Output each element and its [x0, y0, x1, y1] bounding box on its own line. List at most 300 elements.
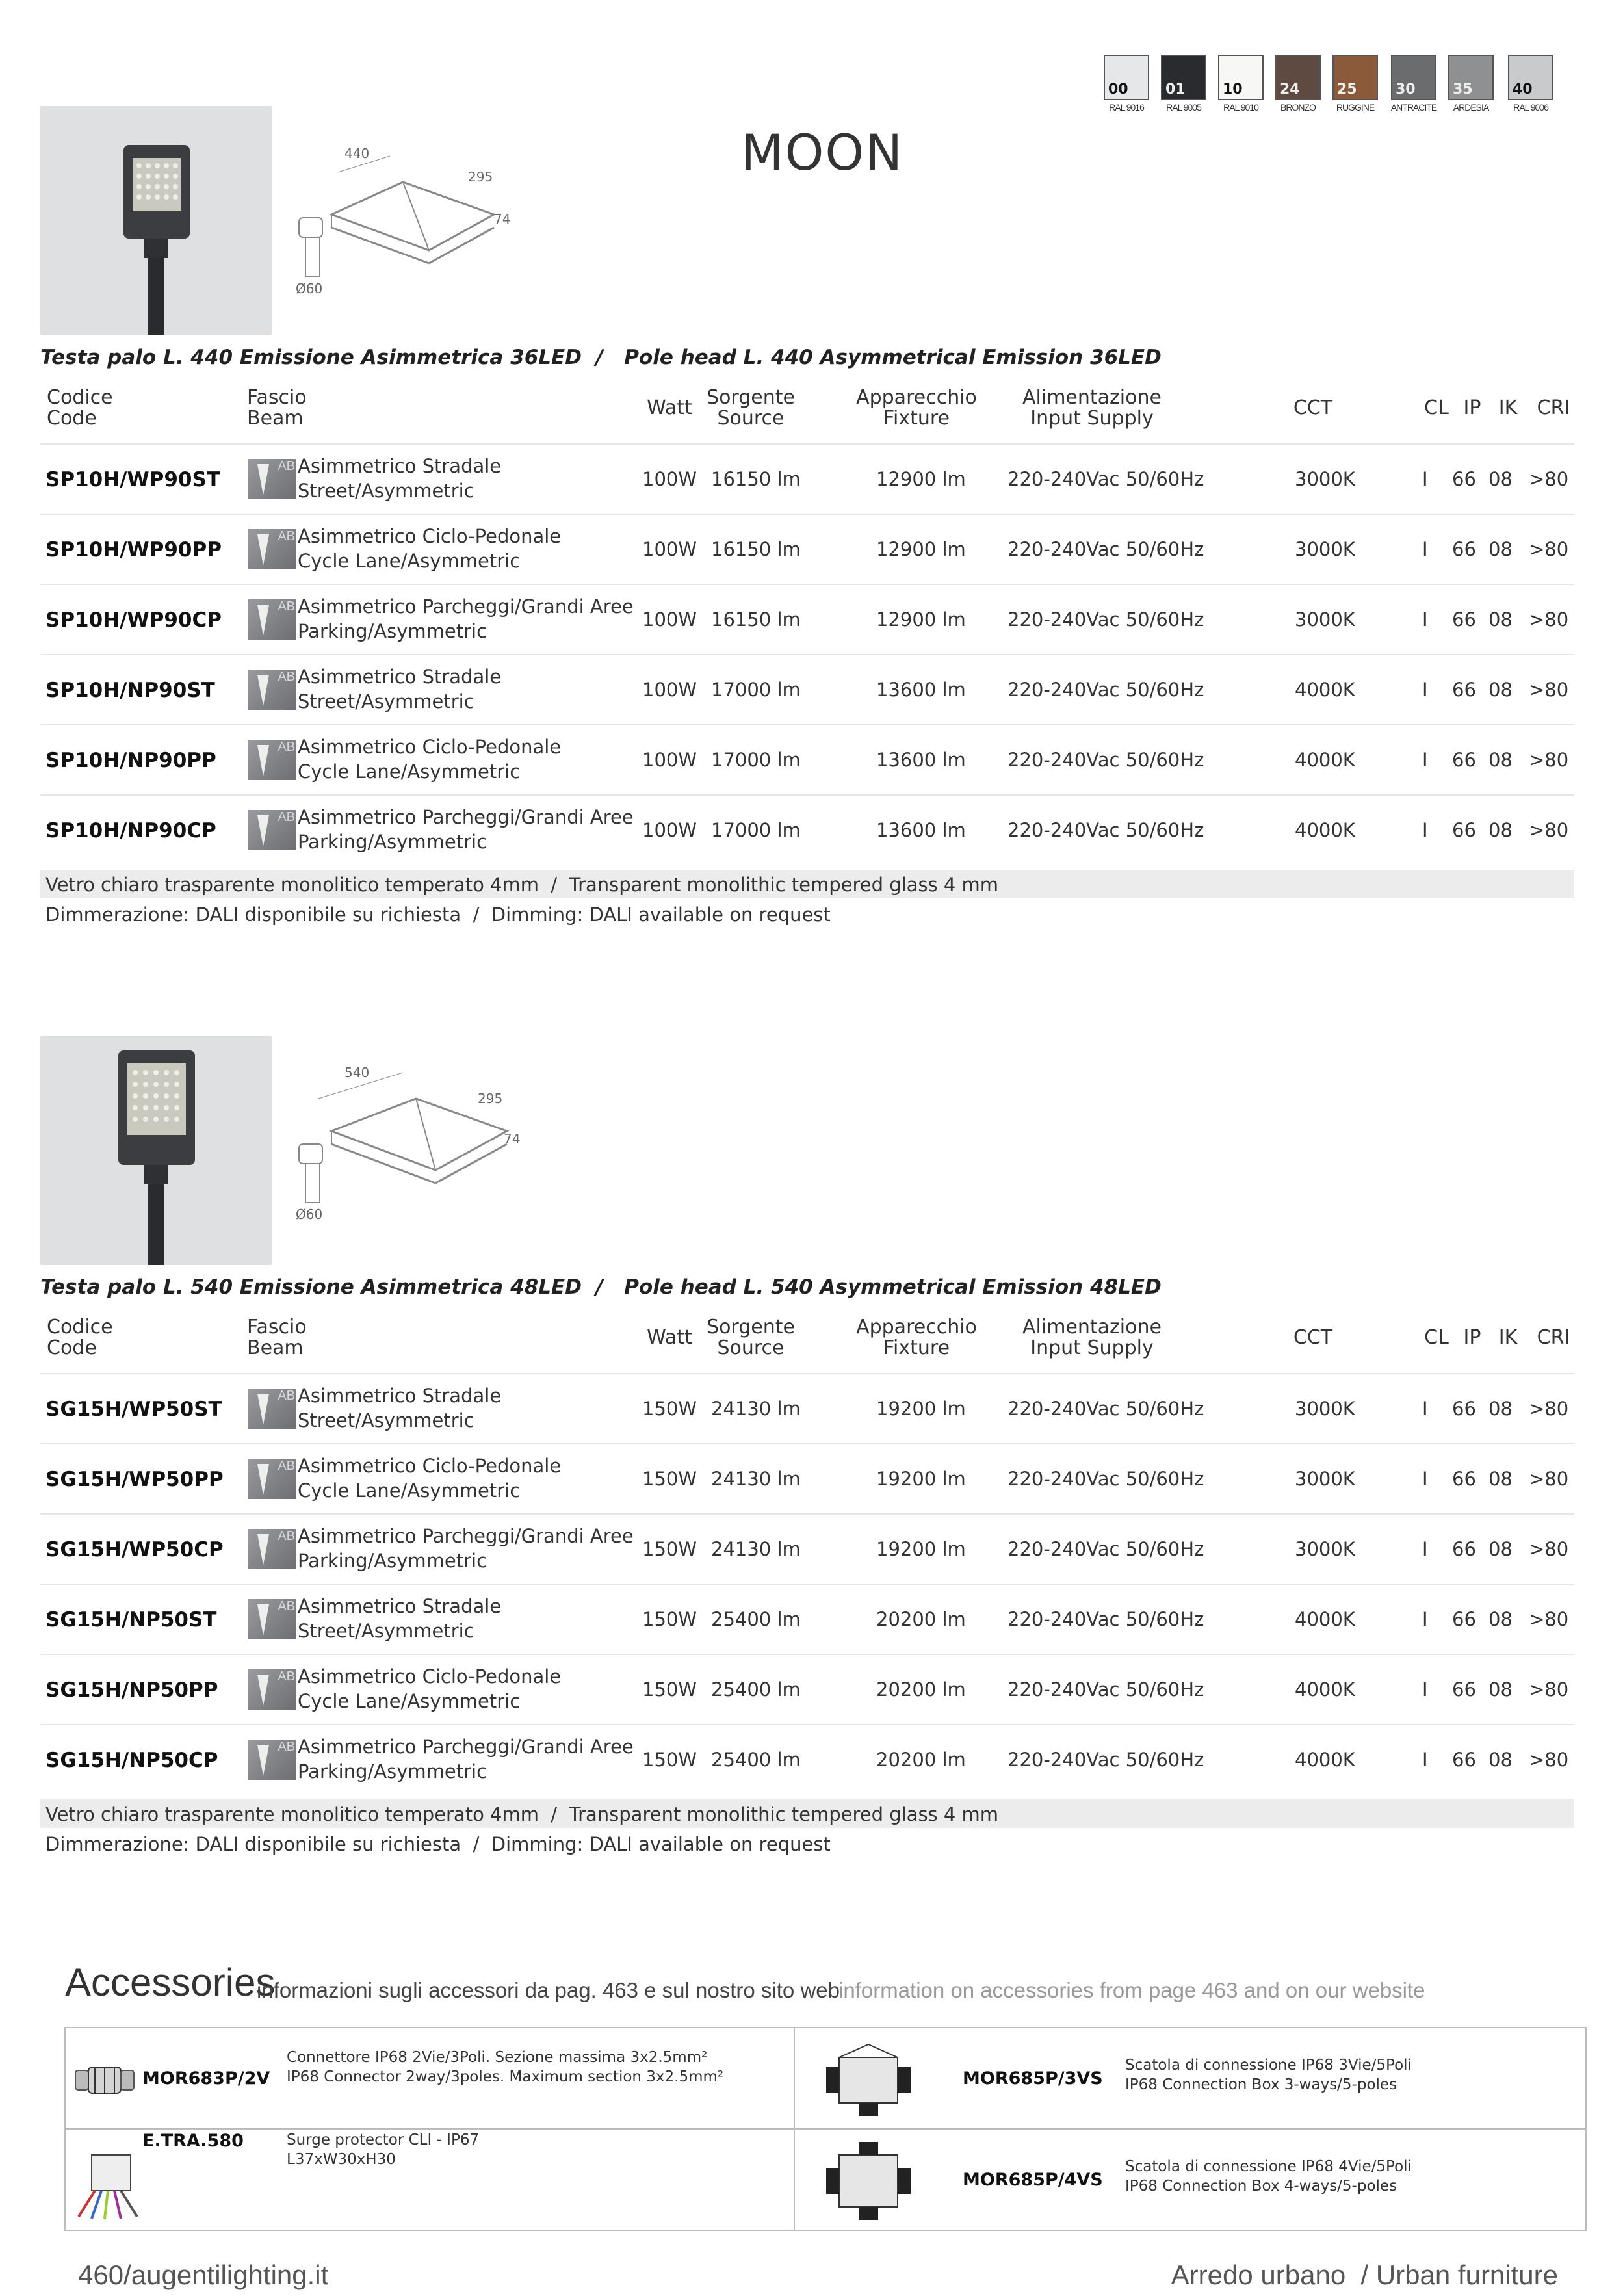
- beam-name-en: Cycle Lane/Asymmetric: [298, 1480, 521, 1502]
- column-header-watt: [634, 1327, 705, 1348]
- watt-value: 100W: [642, 679, 697, 701]
- page-title: MOON: [741, 124, 904, 181]
- header-label: Fascio: [247, 1316, 307, 1338]
- column-header-ip: [1456, 1327, 1488, 1348]
- dim-height: 74: [504, 1131, 521, 1147]
- column-header-code: [47, 387, 177, 429]
- cl-value: I: [1422, 749, 1428, 771]
- beam-shape-icon: [257, 675, 269, 706]
- table-row: [40, 1724, 1574, 1794]
- fixture-lumen: 19200 lm: [876, 1538, 966, 1560]
- header-label: IP: [1463, 1326, 1481, 1349]
- beam-icon: [248, 670, 296, 710]
- beam-shape-icon: [257, 1534, 269, 1565]
- input-supply: 220-240Vac 50/60Hz: [1007, 1749, 1204, 1771]
- column-header-beam: [247, 1317, 377, 1359]
- watt-value: 150W: [642, 1749, 697, 1771]
- dim-pole: Ø60: [296, 1207, 323, 1222]
- beam-icon-label: AB: [278, 740, 295, 754]
- beam-icon: [248, 740, 296, 780]
- header-label: Fixture: [883, 407, 950, 430]
- accessories-subtitle-en: information on accessories from page 463 and on our website: [838, 1978, 1425, 2002]
- dim-width: 540: [344, 1065, 370, 1080]
- beam-icon-label: AB: [278, 1669, 295, 1684]
- table-row: [40, 443, 1574, 514]
- cri-value: >80: [1529, 1678, 1569, 1701]
- cct-value: 4000K: [1295, 679, 1355, 701]
- cri-value: >80: [1529, 1608, 1569, 1630]
- ik-value: 08: [1488, 1608, 1513, 1630]
- beam-icon: [248, 529, 296, 569]
- cl-value: I: [1422, 1468, 1428, 1490]
- product-code: SP10H/NP90PP: [45, 749, 216, 772]
- ik-value: 08: [1488, 819, 1513, 841]
- column-header-cct: [1274, 398, 1352, 419]
- color-swatch: [1391, 55, 1436, 100]
- product-code: SP10H/WP90ST: [45, 468, 220, 491]
- accessory-code: MOR683P/2V: [142, 2068, 270, 2089]
- beam-icon-label: AB: [278, 1599, 295, 1613]
- swatch-code: 35: [1453, 81, 1473, 98]
- section-2-title: Testa palo L. 540 Emissione Asimmetrica 48LED / Pole head L. 540 Asymmetrical Emission 48LED: [40, 1275, 1162, 1299]
- column-header-source: [702, 1317, 799, 1359]
- cri-value: >80: [1529, 749, 1569, 771]
- table-row: [40, 654, 1574, 724]
- accessory-desc-en: L37xW30xH30: [287, 2151, 396, 2168]
- cl-value: I: [1422, 679, 1428, 701]
- beam-name-it: Asimmetrico Stradale: [298, 1595, 502, 1617]
- input-supply: 220-240Vac 50/60Hz: [1007, 1678, 1204, 1701]
- beam-icon: [248, 1529, 296, 1569]
- connection-box-icon: [820, 2041, 917, 2119]
- glass-note-1: [40, 870, 1574, 898]
- source-lumen: 25400 lm: [711, 1749, 801, 1771]
- beam-name-en: Parking/Asymmetric: [298, 1550, 487, 1572]
- table-row: [40, 1584, 1574, 1654]
- column-header-code: [47, 1317, 177, 1359]
- beam-name-en: Cycle Lane/Asymmetric: [298, 1690, 521, 1712]
- ik-value: 08: [1488, 1749, 1513, 1771]
- beam-name-en: Cycle Lane/Asymmetric: [298, 761, 521, 783]
- fixture-lumen: 20200 lm: [876, 1749, 966, 1771]
- beam-shape-icon: [257, 1745, 269, 1776]
- fixture-lumen: 12900 lm: [876, 608, 966, 631]
- cri-value: >80: [1529, 1468, 1569, 1490]
- cri-value: >80: [1529, 1749, 1569, 1771]
- source-lumen: 17000 lm: [711, 679, 801, 701]
- beam-icon-label: AB: [278, 670, 295, 684]
- beam-shape-icon: [257, 745, 269, 776]
- table-row: [40, 1654, 1574, 1724]
- ip-value: 66: [1452, 1608, 1476, 1630]
- header-label: IP: [1463, 397, 1481, 419]
- surge-protector-icon: [66, 2142, 157, 2220]
- ip-value: 66: [1452, 1678, 1476, 1701]
- column-header-cri: [1534, 398, 1573, 419]
- fixture-lumen: 20200 lm: [876, 1678, 966, 1701]
- beam-name-it: Asimmetrico Ciclo-Pedonale: [298, 1455, 562, 1477]
- beam-name-it: Asimmetrico Parcheggi/Grandi Aree: [298, 806, 634, 828]
- ip-value: 66: [1452, 679, 1476, 701]
- column-header-ik: [1492, 398, 1524, 419]
- cri-value: >80: [1529, 468, 1569, 490]
- header-label: Apparecchio: [856, 1316, 977, 1338]
- swatch-label: ARDESIA: [1453, 102, 1489, 112]
- color-swatch: [1161, 55, 1206, 100]
- ik-value: 08: [1488, 1678, 1513, 1701]
- beam-icon-label: AB: [278, 1389, 295, 1403]
- header-label: Input Supply: [1030, 407, 1154, 430]
- swatch-label: RAL 9016: [1109, 102, 1144, 112]
- table-row: [40, 1443, 1574, 1513]
- glass-note-text: Vetro chiaro trasparente monolitico temperato 4mm / Transparent monolithic tempered glass 4 mm: [45, 1803, 999, 1825]
- dim-height: 74: [494, 211, 511, 227]
- source-lumen: 25400 lm: [711, 1678, 801, 1701]
- header-label: CCT: [1293, 1326, 1333, 1349]
- accessories-table: [64, 2027, 1587, 2231]
- accessory-desc-it: Connettore IP68 2Vie/3Poli. Sezione massima 3x2.5mm²: [287, 2049, 708, 2066]
- cri-value: >80: [1529, 608, 1569, 631]
- header-label: IK: [1498, 1326, 1518, 1349]
- cct-value: 3000K: [1295, 1538, 1355, 1560]
- watt-value: 100W: [642, 749, 697, 771]
- ik-value: 08: [1488, 749, 1513, 771]
- beam-name-it: Asimmetrico Parcheggi/Grandi Aree: [298, 1736, 634, 1758]
- dim-depth: 295: [468, 169, 493, 185]
- product-code: SG15H/WP50ST: [45, 1398, 222, 1421]
- input-supply: 220-240Vac 50/60Hz: [1007, 538, 1204, 560]
- beam-icon-label: AB: [278, 1529, 295, 1543]
- cri-value: >80: [1529, 1538, 1569, 1560]
- street-lamp-image: [40, 1036, 272, 1265]
- cct-value: 3000K: [1295, 1468, 1355, 1490]
- input-supply: 220-240Vac 50/60Hz: [1007, 1468, 1204, 1490]
- cri-value: >80: [1529, 679, 1569, 701]
- beam-icon: [248, 459, 296, 499]
- source-lumen: 24130 lm: [711, 1398, 801, 1420]
- ik-value: 08: [1488, 608, 1513, 631]
- cct-value: 3000K: [1295, 1398, 1355, 1420]
- product-photo-440: [40, 106, 272, 335]
- table-row: [40, 794, 1574, 865]
- beam-name-it: Asimmetrico Ciclo-Pedonale: [298, 525, 562, 547]
- header-label: Alimentazione: [1022, 386, 1162, 409]
- header-label: Source: [717, 407, 785, 430]
- color-swatch: [1104, 55, 1149, 100]
- color-swatch: [1218, 55, 1264, 100]
- swatch-code: 40: [1513, 81, 1533, 98]
- header-label: Fascio: [247, 386, 307, 409]
- source-lumen: 16150 lm: [711, 468, 801, 490]
- watt-value: 100W: [642, 819, 697, 841]
- header-label: Input Supply: [1030, 1337, 1154, 1359]
- cl-value: I: [1422, 1678, 1428, 1701]
- cct-value: 4000K: [1295, 819, 1355, 841]
- cl-value: I: [1422, 1398, 1428, 1420]
- dim-depth: 295: [478, 1091, 503, 1106]
- watt-value: 150W: [642, 1608, 697, 1630]
- source-lumen: 25400 lm: [711, 1608, 801, 1630]
- swatch-code: 00: [1108, 81, 1128, 98]
- color-swatch: [1275, 55, 1321, 100]
- swatch-label: BRONZO: [1280, 102, 1316, 112]
- column-header-cct: [1274, 1327, 1352, 1348]
- header-label: Codice: [47, 1316, 113, 1338]
- product-code: SG15H/NP50CP: [45, 1749, 218, 1772]
- cct-value: 4000K: [1295, 1749, 1355, 1771]
- header-label: CL: [1424, 1326, 1449, 1349]
- ik-value: 08: [1488, 468, 1513, 490]
- beam-icon: [248, 1669, 296, 1710]
- input-supply: 220-240Vac 50/60Hz: [1007, 1608, 1204, 1630]
- cl-value: I: [1422, 819, 1428, 841]
- header-label: Beam: [247, 407, 304, 430]
- fixture-lumen: 19200 lm: [876, 1468, 966, 1490]
- fixture-lumen: 12900 lm: [876, 468, 966, 490]
- cct-value: 3000K: [1295, 538, 1355, 560]
- header-label: IK: [1498, 397, 1518, 419]
- cri-value: >80: [1529, 1398, 1569, 1420]
- ik-value: 08: [1488, 538, 1513, 560]
- input-supply: 220-240Vac 50/60Hz: [1007, 749, 1204, 771]
- column-header-cri: [1534, 1327, 1573, 1348]
- beam-icon: [248, 1740, 296, 1780]
- table-row: [40, 514, 1574, 584]
- fixture-lumen: 19200 lm: [876, 1398, 966, 1420]
- dimension-drawing-440: [279, 137, 513, 306]
- beam-icon-label: AB: [278, 810, 295, 824]
- beam-name-en: Street/Asymmetric: [298, 1620, 474, 1642]
- accessories-title: Accessories: [65, 1961, 276, 2004]
- header-label: Watt: [647, 1326, 692, 1349]
- source-lumen: 16150 lm: [711, 608, 801, 631]
- header-label: Source: [717, 1337, 785, 1359]
- column-header-input: [1014, 387, 1170, 429]
- accessory-desc-it: Surge protector CLI - IP67: [287, 2132, 480, 2148]
- accessory-desc-it: Scatola di connessione IP68 3Vie/5Poli: [1125, 2057, 1412, 2074]
- column-header-fixture: [845, 387, 988, 429]
- watt-value: 150W: [642, 1398, 697, 1420]
- cl-value: I: [1422, 538, 1428, 560]
- cl-value: I: [1422, 1749, 1428, 1771]
- beam-name-en: Parking/Asymmetric: [298, 831, 487, 853]
- header-label: CCT: [1293, 397, 1333, 419]
- swatch-label: RUGGINE: [1336, 102, 1375, 112]
- product-code: SP10H/WP90PP: [45, 538, 222, 562]
- glass-note-2: [40, 1799, 1574, 1828]
- beam-name-it: Asimmetrico Stradale: [298, 666, 502, 688]
- ip-value: 66: [1452, 608, 1476, 631]
- product-code: SP10H/NP90ST: [45, 679, 215, 702]
- accessory-desc-en: IP68 Connection Box 4-ways/5-poles: [1125, 2178, 1397, 2195]
- dimension-drawing-540: [279, 1060, 526, 1229]
- header-label: Fixture: [883, 1337, 950, 1359]
- watt-value: 150W: [642, 1468, 697, 1490]
- beam-shape-icon: [257, 605, 269, 636]
- beam-name-it: Asimmetrico Ciclo-Pedonale: [298, 736, 562, 758]
- watt-value: 100W: [642, 538, 697, 560]
- beam-icon: [248, 1459, 296, 1499]
- beam-icon: [248, 1389, 296, 1429]
- beam-icon-label: AB: [278, 1740, 295, 1754]
- accessory-code: MOR685P/3VS: [963, 2068, 1103, 2089]
- header-label: Apparecchio: [856, 386, 977, 409]
- header-label: CL: [1424, 397, 1449, 419]
- beam-name-en: Parking/Asymmetric: [298, 1760, 487, 1782]
- header-label: Alimentazione: [1022, 1316, 1162, 1338]
- watt-value: 150W: [642, 1678, 697, 1701]
- header-label: Codice: [47, 386, 113, 409]
- beam-icon: [248, 599, 296, 640]
- swatch-code: 25: [1337, 81, 1357, 98]
- ip-value: 66: [1452, 468, 1476, 490]
- beam-icon: [248, 810, 296, 850]
- product-code: SP10H/NP90CP: [45, 819, 216, 842]
- cl-value: I: [1422, 468, 1428, 490]
- table-row: [40, 724, 1574, 794]
- source-lumen: 16150 lm: [711, 538, 801, 560]
- connector-icon: [72, 2057, 137, 2103]
- header-label: Code: [47, 407, 97, 430]
- column-header-ip: [1456, 398, 1488, 419]
- ik-value: 08: [1488, 1538, 1513, 1560]
- fixture-lumen: 13600 lm: [876, 819, 966, 841]
- dimming-note-text: Dimmerazione: DALI disponibile su richiesta / Dimming: DALI available on request: [45, 904, 831, 926]
- swatch-code: 01: [1165, 81, 1186, 98]
- cct-value: 4000K: [1295, 749, 1355, 771]
- swatch-label: RAL 9006: [1513, 102, 1548, 112]
- source-lumen: 17000 lm: [711, 749, 801, 771]
- source-lumen: 24130 lm: [711, 1538, 801, 1560]
- dimming-note-2: [40, 1829, 1574, 1858]
- cct-value: 4000K: [1295, 1678, 1355, 1701]
- dim-pole: Ø60: [296, 281, 323, 296]
- beam-shape-icon: [257, 1675, 269, 1706]
- beam-icon-label: AB: [278, 1459, 295, 1473]
- beam-name-en: Street/Asymmetric: [298, 1409, 474, 1431]
- input-supply: 220-240Vac 50/60Hz: [1007, 679, 1204, 701]
- street-lamp-image: [40, 106, 272, 335]
- fixture-lumen: 12900 lm: [876, 538, 966, 560]
- color-swatch: [1448, 55, 1494, 100]
- column-header-watt: [634, 398, 705, 419]
- cct-value: 3000K: [1295, 608, 1355, 631]
- beam-name-it: Asimmetrico Stradale: [298, 455, 502, 477]
- header-label: Watt: [647, 397, 692, 419]
- ip-value: 66: [1452, 1468, 1476, 1490]
- input-supply: 220-240Vac 50/60Hz: [1007, 468, 1204, 490]
- beam-name-it: Asimmetrico Ciclo-Pedonale: [298, 1665, 562, 1688]
- cri-value: >80: [1529, 538, 1569, 560]
- column-header-source: [702, 387, 799, 429]
- product-code: SG15H/NP50ST: [45, 1608, 217, 1632]
- ip-value: 66: [1452, 749, 1476, 771]
- column-header-beam: [247, 387, 377, 429]
- ip-value: 66: [1452, 819, 1476, 841]
- cl-value: I: [1422, 1608, 1428, 1630]
- swatch-code: 30: [1396, 81, 1416, 98]
- swatch-label: RAL 9010: [1223, 102, 1258, 112]
- ik-value: 08: [1488, 1398, 1513, 1420]
- swatch-code: 24: [1280, 81, 1300, 98]
- divider: [66, 2128, 1585, 2130]
- beam-name-en: Cycle Lane/Asymmetric: [298, 550, 521, 572]
- watt-value: 100W: [642, 608, 697, 631]
- accessory-desc-it: Scatola di connessione IP68 4Vie/5Poli: [1125, 2158, 1412, 2175]
- footer-category: Arredo urbano / Urban furniture: [1171, 2260, 1558, 2290]
- cri-value: >80: [1529, 819, 1569, 841]
- ik-value: 08: [1488, 679, 1513, 701]
- beam-name-it: Asimmetrico Parcheggi/Grandi Aree: [298, 595, 634, 618]
- cct-value: 3000K: [1295, 468, 1355, 490]
- header-label: Sorgente: [707, 1316, 795, 1338]
- cct-value: 4000K: [1295, 1608, 1355, 1630]
- beam-shape-icon: [257, 815, 269, 846]
- product-photo-540: [40, 1036, 272, 1265]
- cl-value: I: [1422, 608, 1428, 631]
- product-code: SP10H/WP90CP: [45, 608, 222, 632]
- beam-name-en: Parking/Asymmetric: [298, 620, 487, 642]
- beam-shape-icon: [257, 534, 269, 566]
- table-row: [40, 1373, 1574, 1443]
- ik-value: 08: [1488, 1468, 1513, 1490]
- accessory-code: E.TRA.580: [142, 2131, 244, 2151]
- beam-name-it: Asimmetrico Parcheggi/Grandi Aree: [298, 1525, 634, 1547]
- source-lumen: 24130 lm: [711, 1468, 801, 1490]
- accessory-desc-en: IP68 Connector 2way/3poles. Maximum section 3x2.5mm²: [287, 2068, 724, 2085]
- beam-name-en: Street/Asymmetric: [298, 480, 474, 502]
- ip-value: 66: [1452, 1538, 1476, 1560]
- table-row: [40, 584, 1574, 654]
- column-header-fixture: [845, 1317, 988, 1359]
- accessories-subtitle-it: informazioni sugli accessori da pag. 463 e sul nostro sito web: [257, 1978, 840, 2002]
- input-supply: 220-240Vac 50/60Hz: [1007, 1398, 1204, 1420]
- dimming-note-text: Dimmerazione: DALI disponibile su richiesta / Dimming: DALI available on request: [45, 1833, 831, 1855]
- watt-value: 100W: [642, 468, 697, 490]
- source-lumen: 17000 lm: [711, 819, 801, 841]
- fixture-lumen: 13600 lm: [876, 749, 966, 771]
- glass-note-text: Vetro chiaro trasparente monolitico temperato 4mm / Transparent monolithic tempered glass 4 mm: [45, 874, 999, 896]
- section-1-title: Testa palo L. 440 Emissione Asimmetrica 36LED / Pole head L. 440 Asymmetrical Emission 36LED: [40, 346, 1162, 369]
- column-header-input: [1014, 1317, 1170, 1359]
- column-header-cl: [1420, 398, 1453, 419]
- table-row: [40, 1513, 1574, 1584]
- header-label: CRI: [1537, 397, 1570, 419]
- dimming-note-1: [40, 900, 1574, 928]
- watt-value: 150W: [642, 1538, 697, 1560]
- fixture-lumen: 20200 lm: [876, 1608, 966, 1630]
- beam-icon-label: AB: [278, 459, 295, 473]
- beam-icon-label: AB: [278, 599, 295, 614]
- accessory-desc-en: IP68 Connection Box 3-ways/5-poles: [1125, 2076, 1397, 2093]
- beam-icon: [248, 1599, 296, 1639]
- color-swatch: [1508, 55, 1553, 100]
- header-label: Sorgente: [707, 386, 795, 409]
- product-code: SG15H/NP50PP: [45, 1678, 218, 1702]
- dim-width: 440: [344, 146, 370, 161]
- beam-shape-icon: [257, 464, 269, 495]
- ip-value: 66: [1452, 1398, 1476, 1420]
- beam-shape-icon: [257, 1464, 269, 1495]
- ip-value: 66: [1452, 1749, 1476, 1771]
- input-supply: 220-240Vac 50/60Hz: [1007, 819, 1204, 841]
- cl-value: I: [1422, 1538, 1428, 1560]
- swatch-label: RAL 9005: [1166, 102, 1201, 112]
- footer-page-site: 460/augentilighting.it: [78, 2260, 329, 2290]
- header-label: Code: [47, 1337, 97, 1359]
- product-code: SG15H/WP50PP: [45, 1468, 224, 1491]
- connection-box-icon: [820, 2139, 917, 2223]
